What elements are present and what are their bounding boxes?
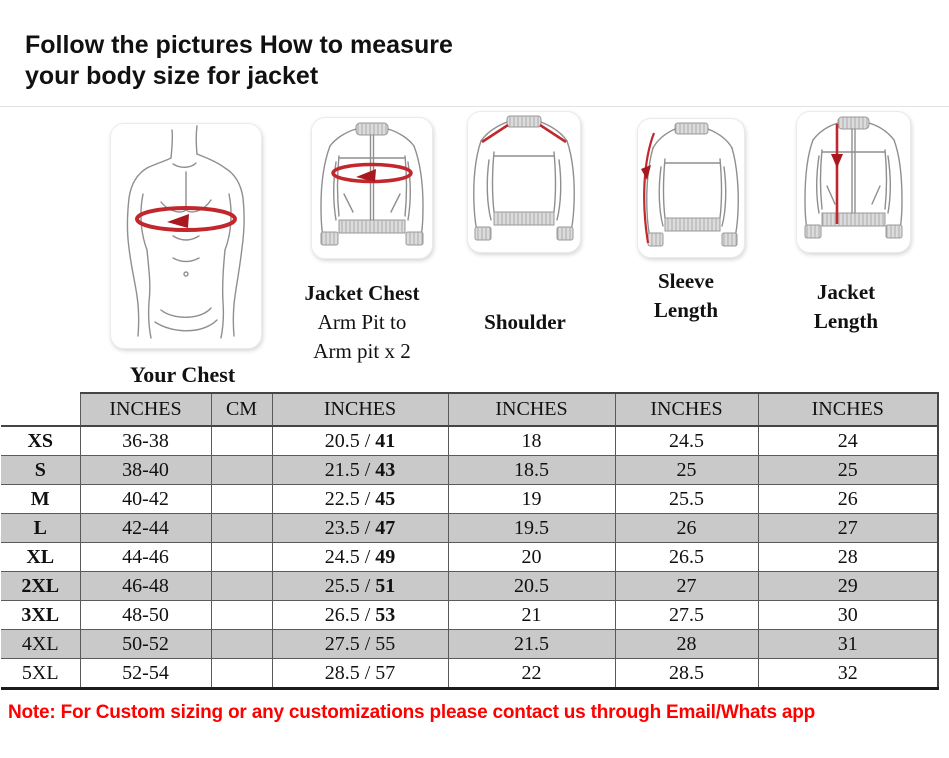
chest-cell: 48-50 <box>80 601 211 630</box>
length-cell: 25 <box>758 456 938 485</box>
sleeve-cell: 28.5 <box>615 659 758 689</box>
table-row <box>1 630 938 659</box>
col-header-chest-inches: INCHES <box>80 393 211 426</box>
cm-cell <box>211 426 272 456</box>
jacket-chest-label-sub1: Arm Pit to <box>317 310 407 334</box>
sleeve-cell: 26 <box>615 514 758 543</box>
chest-cell: 46-48 <box>80 572 211 601</box>
cm-cell <box>211 485 272 514</box>
jacket-chest-cell: 22.5 / 45 <box>272 485 448 514</box>
sleeve-cell: 27 <box>615 572 758 601</box>
col-header-sleeve: INCHES <box>615 393 758 426</box>
shoulder-label: Shoulder <box>484 310 566 334</box>
cm-cell <box>211 543 272 572</box>
shoulder-cell: 19.5 <box>448 514 615 543</box>
jacket-chest-label <box>283 279 441 366</box>
length-cell: 32 <box>758 659 938 689</box>
sleeve-cell: 27.5 <box>615 601 758 630</box>
shoulder-cell: 21 <box>448 601 615 630</box>
chest-cell: 50-52 <box>80 630 211 659</box>
table-row <box>1 543 938 572</box>
shoulder-cell: 18.5 <box>448 456 615 485</box>
jacket-chest-tape-icon <box>333 165 411 183</box>
shoulder-cell: 18 <box>448 426 615 456</box>
col-header-cm: CM <box>211 393 272 426</box>
length-cell: 31 <box>758 630 938 659</box>
col-header-shoulder: INCHES <box>448 393 615 426</box>
jacket-back-sleeve-figure <box>638 119 744 257</box>
jacket-chest-label-title: Jacket Chest <box>304 281 420 305</box>
body-chest-illustration <box>110 123 262 349</box>
length-cell: 24 <box>758 426 938 456</box>
cm-cell <box>211 572 272 601</box>
shoulder-cell: 20.5 <box>448 572 615 601</box>
cm-cell <box>211 659 272 689</box>
sleeve-cell: 26.5 <box>615 543 758 572</box>
sleeve-cell: 28 <box>615 630 758 659</box>
body-torso-figure <box>111 124 261 348</box>
jacket-length-label: Jacket Length <box>813 280 879 333</box>
shoulder-cell: 22 <box>448 659 615 689</box>
table-row <box>1 659 938 689</box>
size-cell: 2XL <box>1 572 80 601</box>
table-row <box>1 485 938 514</box>
length-cell: 26 <box>758 485 938 514</box>
jacket-chest-cell: 21.5 / 43 <box>272 456 448 485</box>
size-cell: L <box>1 514 80 543</box>
chest-cell: 38-40 <box>80 456 211 485</box>
size-cell: XL <box>1 543 80 572</box>
length-cell: 27 <box>758 514 938 543</box>
jacket-chest-cell: 27.5 / 55 <box>272 630 448 659</box>
jacket-chest-illustration <box>311 117 433 259</box>
table-row <box>1 426 938 456</box>
col-header-size <box>1 393 80 426</box>
top-divider <box>0 106 949 107</box>
page-title-line2: your body size for jacket <box>25 62 319 90</box>
custom-sizing-note: Note: For Custom sizing or any customizations please contact us through Email/Whats app <box>8 702 816 723</box>
jacket-chest-cell: 28.5 / 57 <box>272 659 448 689</box>
sleeve-cell: 25.5 <box>615 485 758 514</box>
shoulder-cell: 19 <box>448 485 615 514</box>
col-header-jacket-chest: INCHES <box>272 393 448 426</box>
sleeve-length-label: Sleeve Length <box>653 269 719 322</box>
sleeve-length-illustration <box>637 118 745 258</box>
jacket-front-figure <box>312 118 432 258</box>
cm-cell <box>211 456 272 485</box>
shoulder-cell: 20 <box>448 543 615 572</box>
size-cell: 4XL <box>1 630 80 659</box>
table-row <box>1 514 938 543</box>
jacket-back-figure <box>468 112 580 252</box>
chest-cell: 44-46 <box>80 543 211 572</box>
table-row <box>1 456 938 485</box>
jacket-chest-cell: 25.5 / 51 <box>272 572 448 601</box>
size-cell: S <box>1 456 80 485</box>
chest-cell: 42-44 <box>80 514 211 543</box>
cm-cell <box>211 601 272 630</box>
length-cell: 29 <box>758 572 938 601</box>
jacket-length-illustration <box>796 111 911 253</box>
size-cell: XS <box>1 426 80 456</box>
size-cell: 5XL <box>1 659 80 689</box>
page-title-line1: Follow the pictures How to measure <box>25 31 453 59</box>
table-row <box>1 601 938 630</box>
jacket-front-length-figure <box>797 112 910 252</box>
length-cell: 30 <box>758 601 938 630</box>
jacket-chest-cell: 24.5 / 49 <box>272 543 448 572</box>
table-header-row <box>1 393 938 426</box>
size-table <box>1 392 939 690</box>
cm-cell <box>211 514 272 543</box>
sleeve-cell: 25 <box>615 456 758 485</box>
jacket-chest-label-sub2: Arm pit x 2 <box>313 339 411 363</box>
length-cell: 28 <box>758 543 938 572</box>
your-chest-label: Your Chest <box>129 362 236 387</box>
page-title <box>25 30 453 92</box>
chest-cell: 52-54 <box>80 659 211 689</box>
length-arrow-icon <box>831 124 843 224</box>
jacket-chest-cell: 23.5 / 47 <box>272 514 448 543</box>
chest-tape-icon <box>137 208 235 230</box>
jacket-chest-cell: 20.5 / 41 <box>272 426 448 456</box>
col-header-length: INCHES <box>758 393 938 426</box>
shoulder-illustration <box>467 111 581 253</box>
cm-cell <box>211 630 272 659</box>
chest-cell: 40-42 <box>80 485 211 514</box>
shoulder-cell: 21.5 <box>448 630 615 659</box>
size-cell: M <box>1 485 80 514</box>
table-row <box>1 572 938 601</box>
chest-cell: 36-38 <box>80 426 211 456</box>
jacket-chest-cell: 26.5 / 53 <box>272 601 448 630</box>
size-cell: 3XL <box>1 601 80 630</box>
sleeve-cell: 24.5 <box>615 426 758 456</box>
